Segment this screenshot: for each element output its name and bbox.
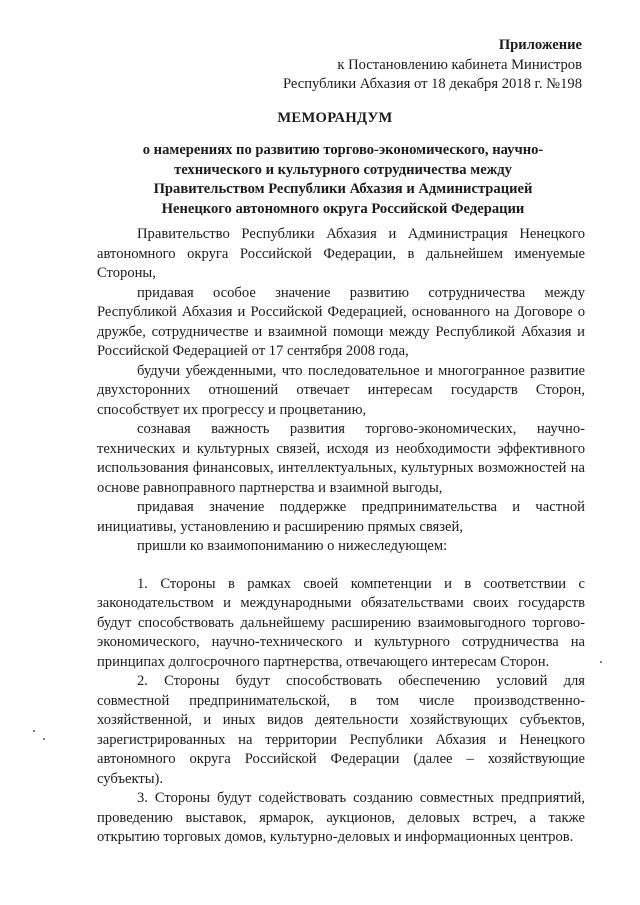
annex-line-2: Республики Абхазия от 18 декабря 2018 г. №198 [282, 76, 582, 92]
article-3: 3. Стороны будут содействовать созданию совместных предприятий, проведению выставок, ярмарок, аукционов, деловых встреч, а также открытию торговых домов, культурно-деловых и информационных центров. [97, 790, 585, 845]
scan-speck [600, 661, 602, 663]
annex-title: Приложение [498, 37, 582, 53]
scan-speck [33, 730, 35, 732]
memorandum-body [97, 225, 585, 848]
article-2: 2. Стороны будут способствовать обеспечению условий для совместной предпринимательской, в том числе производственно-хозяйственной, и иных видов деятельности хозяйствующих субъектов, зарегистрированных на территории Республики Абхазия и Ненецкого автономного округа Российской Федерации (далее – хозяйствующие субъекты). [97, 673, 585, 787]
memorandum-subject: о намерениях по развитию торгово-экономического, научно-технического и культурного сотрудничества между Правительством Республики Абхазия и Администрацией Ненецкого автономного округа Российской Федерации [142, 142, 544, 217]
annex-line-1: к Постановлению кабинета Министров [337, 56, 582, 73]
preamble-paragraph: будучи убежденными, что последовательное и многогранное развитие двухсторонних отношений отвечает интересам государств Сторон, способствует их прогрессу и процветанию, [97, 362, 585, 418]
preamble-paragraph: придавая значение поддержке предпринимательства и частной инициативы, установлению и расширению прямых связей, [97, 499, 585, 535]
article-1: 1. Стороны в рамках своей компетенции и в соответствии с законодательством и международными обязательствами своих государств будут способствовать дальнейшему расширению взаимовыгодного торгово-экономического, научно-технического и культурного сотрудничества на принципах долгосрочного партнерства, отвечающего интересам Сторон. [97, 575, 585, 670]
scan-speck [43, 738, 45, 740]
annex-block [283, 36, 582, 95]
preamble-conclusion: пришли ко взаимопониманию о нижеследующем: [137, 538, 448, 554]
preamble-paragraph: сознавая важность развития торгово-экономических, научно-технических и культурных связей, исходя из необходимости эффективного использования финансовых, интеллектуальных, культурных возможностей на основе равноправного партнерства и взаимной выгоды, [97, 421, 585, 496]
preamble-paragraph: придавая особое значение развитию сотрудничества между Республикой Абхазия и Российской Федерацией, основанного на Договоре о дружбе, сотрудничестве и взаимной помощи между Республикой Абхазия и Российской Федерацией от 17 сентября 2008 года, [97, 284, 585, 359]
preamble-parties: Правительство Республики Абхазия и Администрация Ненецкого автономного округа Российской Федерации, в дальнейшем именуемые Стороны, [97, 226, 585, 281]
memorandum-title: МЕМОРАНДУМ [277, 110, 393, 126]
